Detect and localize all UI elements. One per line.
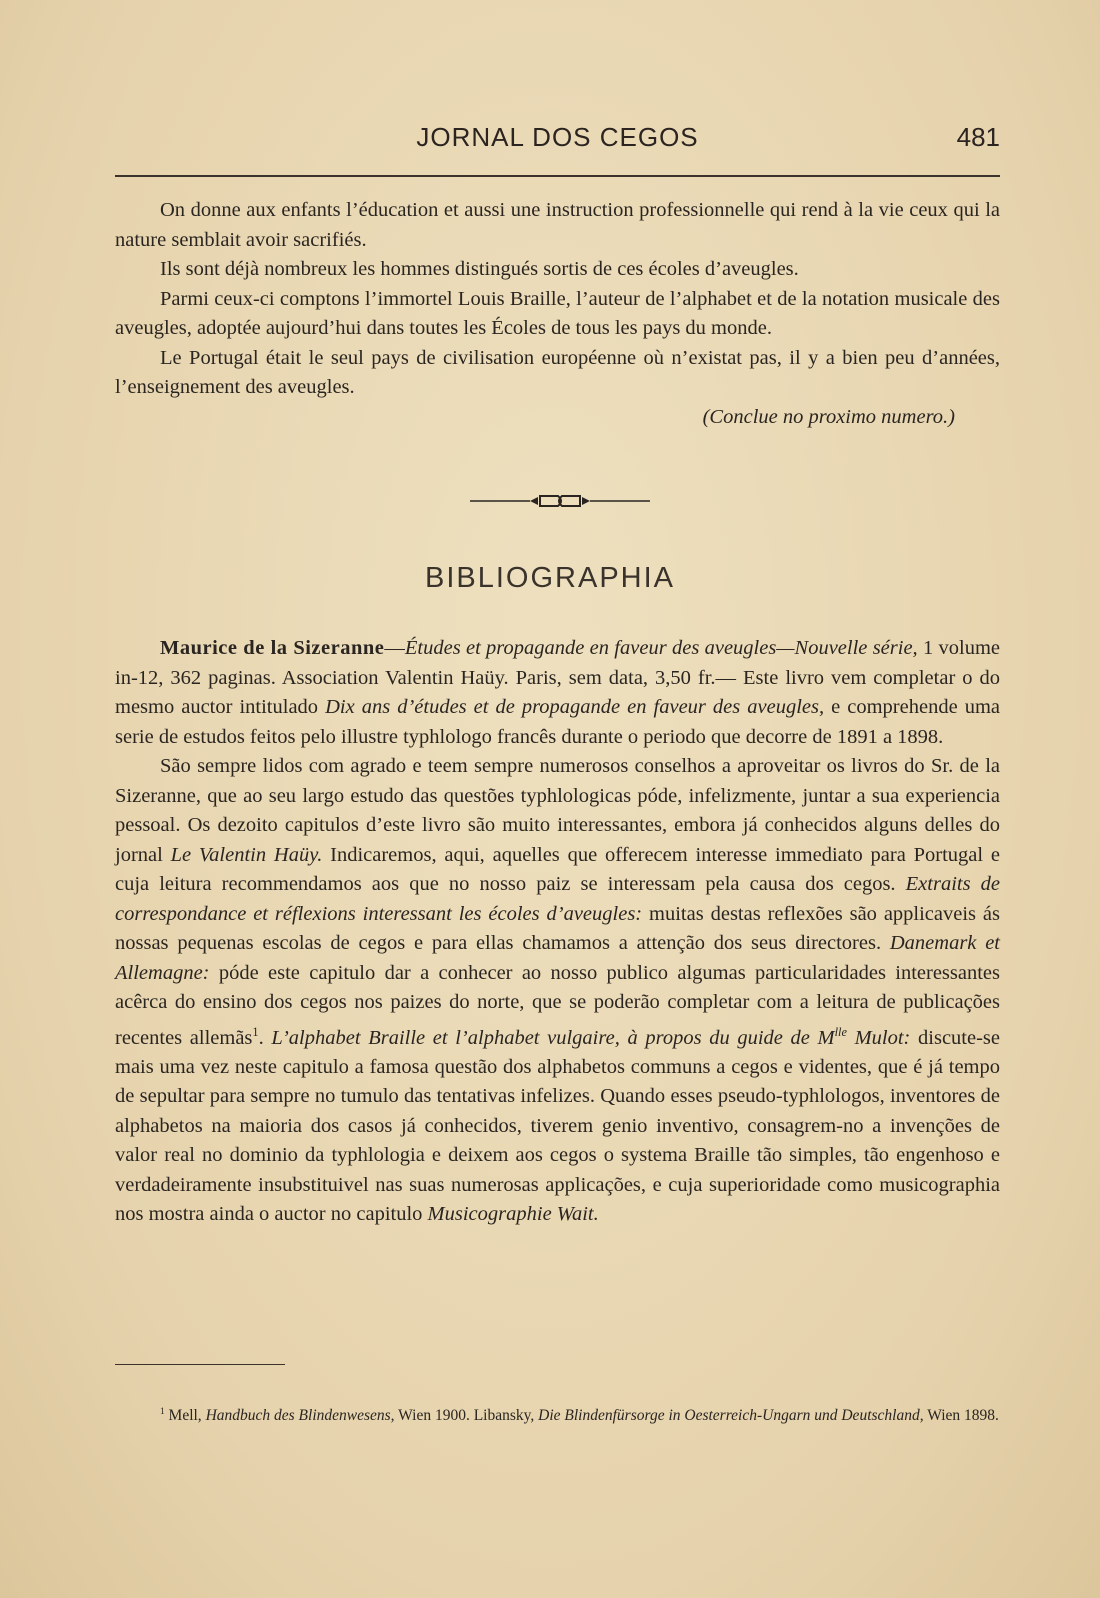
intro-paragraph: Parmi ceux-ci comptons l’immortel Louis Braille, l’auteur de l’alphabet et de la notation musicale des aveugles, adoptée aujourd’hui dans toutes les Écoles de tous les pays du monde. bbox=[115, 287, 1000, 339]
footnote-rule bbox=[115, 1364, 285, 1365]
ornament-divider bbox=[470, 494, 650, 508]
review-text: muitas destas reflexões são applicaveis ás nossas pequenas escolas de cegos e para ellas chamamos a attenção dos seus directores. bbox=[115, 902, 1000, 954]
intro-paragraph: Le Portugal était le seul pays de civilisation européenne où n’existat pas, il y a bien peu d’années, l’enseignement des aveugles. bbox=[115, 346, 1000, 398]
review-text: póde este capitulo dar a conhecer ao nosso publico algumas particularidades interessantes acêrca do ensino dos cegos nos paizes do norte, que se poderão completar com a leitura de publicações recentes allemãs bbox=[115, 961, 1000, 1049]
bibliography-section bbox=[115, 634, 1000, 1230]
review-italic: Mulot: bbox=[846, 1026, 911, 1049]
footnote-reference: 1 bbox=[252, 1024, 259, 1039]
entry-details-2: e comprehende uma serie de estudos feitos pelo illustre typhlologo francês durante o periodo que decorre de 1891 a 1898. bbox=[115, 696, 1000, 748]
entry-title: Études et propagande en faveur des aveugles—Nouvelle série, bbox=[404, 637, 918, 659]
entry-separator: — bbox=[384, 637, 405, 659]
entry-details: 1 volume in-12, 362 paginas. Association Valentin Haüy. Paris, sem data, 3,50 fr.— Este livro vem completar o do mesmo auctor intitulado bbox=[115, 637, 1001, 718]
page-number: 481 bbox=[956, 122, 1000, 152]
review-italic: L’alphabet Braille et l’alphabet vulgaire, à propos du guide de M bbox=[271, 1026, 835, 1049]
continued-note: (Conclue no proximo numero.) bbox=[702, 405, 955, 428]
entry-previous-work: Dix ans d’études et de propagande en faveur des aveugles, bbox=[325, 696, 825, 718]
review-italic-sup: lle bbox=[834, 1024, 847, 1039]
intro-paragraph: Ils sont déjà nombreux les hommes distingués sortis de ces écoles d’aveugles. bbox=[160, 258, 799, 280]
intro-paragraph: On donne aux enfants l’éducation et aussi une instruction professionnelle qui rend à la vie ceux qui la nature semblait avoir sacrifiés. bbox=[115, 199, 1000, 251]
header-rule bbox=[115, 175, 1000, 177]
footnote-text: Wien 1898. bbox=[923, 1407, 999, 1425]
journal-title: JORNAL DOS CEGOS bbox=[416, 122, 699, 152]
entry-author: Maurice de la Sizeranne bbox=[160, 637, 385, 659]
review-text: Indicaremos, aqui, aquelles que offerecem interesse immediato para Portugal e cuja leitura recommendamos aos que no nosso paiz se interessam pela causa dos cegos. bbox=[115, 843, 1000, 895]
review-italic: Extraits de correspondance et réflexions interessant les écoles d’aveugles: bbox=[115, 873, 1000, 925]
footnote bbox=[115, 1400, 1000, 1428]
footnote-mark: 1 bbox=[160, 1407, 165, 1417]
review-italic: Danemark et Allemagne: bbox=[115, 932, 1000, 984]
review-italic: Le Valentin Haüy. bbox=[170, 843, 323, 866]
footnote-italic: Handbuch des Blindenwesens, bbox=[205, 1407, 395, 1425]
section-title: BIBLIOGRAPHIA bbox=[424, 562, 675, 594]
intro-section bbox=[115, 196, 1000, 432]
review-paragraph bbox=[115, 752, 1000, 1230]
footnote-text: Wien 1900. Libansky, bbox=[394, 1407, 539, 1425]
running-header bbox=[115, 122, 1000, 162]
bibliography-entry bbox=[115, 634, 1000, 752]
footnote-italic: Die Blindenfürsorge in Oesterreich-Ungarn und Deutschland, bbox=[538, 1407, 924, 1425]
review-text: . bbox=[258, 1026, 272, 1049]
review-italic: Musicographie Wait. bbox=[427, 1203, 599, 1226]
footnotes bbox=[115, 1400, 1000, 1428]
review-text: discute-se mais uma vez neste capitulo a famosa questão dos alphabetos communs a cegos e videntes, que é já tempo de sepultar para sempre no tumulo das tentativas infelizes. Quando esses pseudo-typhlologos, inventores de alphabetos na maioria dos casos já conhecidos, tiverem genio inventivo, consagrem-no a invenções de valor real no dominio da typhlologia e deixem aos cegos o systema Braille tão simples, tão engenhoso e verdadeiramente insubstituivel nas suas numerosas applicações, e cuja superioridade como musicographia nos mostra ainda o auctor no capitulo bbox=[115, 1026, 1000, 1226]
footnote-text: Mell, bbox=[164, 1407, 206, 1425]
review-text: São sempre lidos com agrado e teem sempre numerosos conselhos a aproveitar os livros do Sr. de la Sizeranne, que ao seu largo estudo das questões typhlologicas póde, infelizmente, juntar a sua experiencia pessoal. Os dezoito capitulos d’este livro são muito interessantes, embora já conhecidos alguns delles do jornal bbox=[115, 755, 1000, 866]
